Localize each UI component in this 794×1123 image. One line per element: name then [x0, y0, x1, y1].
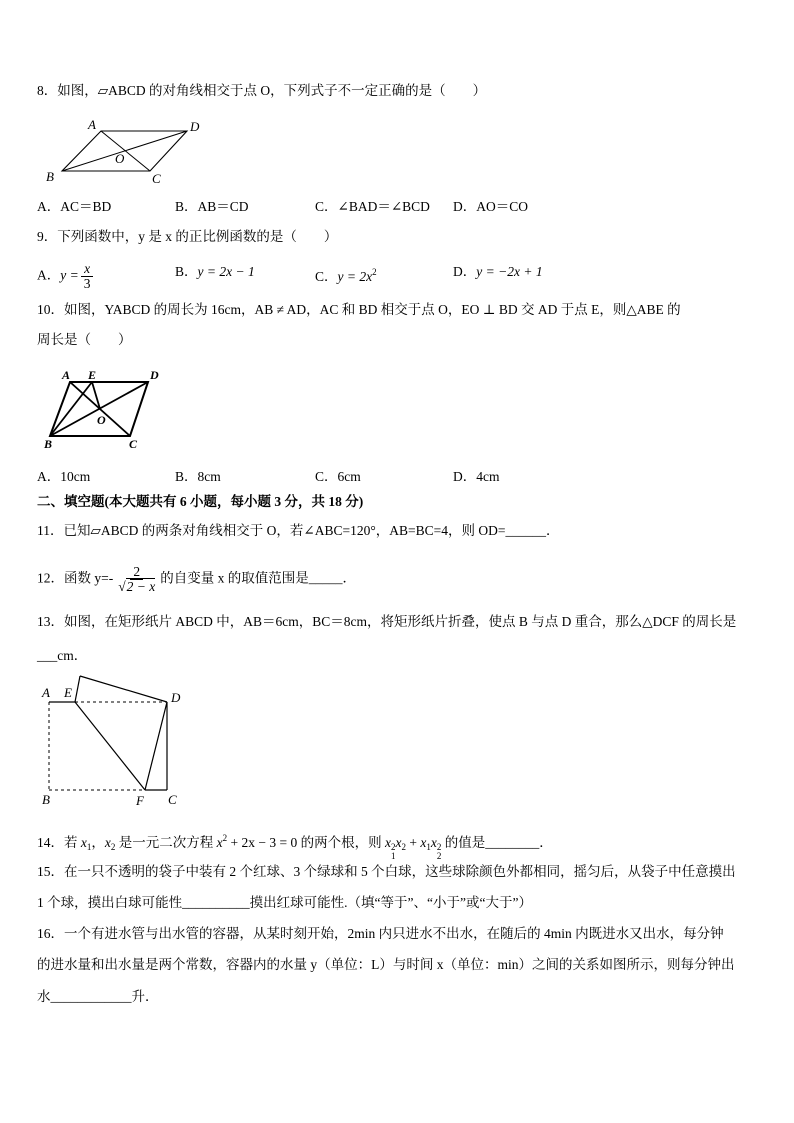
q10-option-b: B．8cm: [175, 469, 221, 484]
radicand: 2 − x: [126, 579, 156, 594]
q12-stem: [37, 565, 356, 594]
denominator: 3: [83, 276, 91, 291]
subscript: 2: [401, 842, 406, 852]
folded-edge-d: [80, 676, 167, 702]
q8-figure-parallelogram: [40, 112, 215, 188]
center-label-o: O: [97, 413, 106, 427]
q9-stem: 9．下列函数中，y 是 x 的正比例函数的是（ ）: [37, 229, 338, 244]
q14-text: ，: [91, 835, 105, 850]
vertex-label-b: B: [44, 437, 53, 451]
q14-text: 14．若: [37, 835, 81, 850]
fraction: [81, 262, 94, 291]
vertex-label-a: A: [88, 117, 96, 132]
variable: x: [430, 835, 437, 850]
variable: x: [104, 835, 111, 850]
q15-stem-line2: 1 个球，摸出白球可能性__________摸出红球可能性.（填“等于”、“小于”或“大于”）: [37, 895, 532, 910]
superscript: 2: [390, 842, 396, 852]
option-expression: y = 2x − 1: [197, 264, 255, 279]
subscript: 1: [390, 851, 396, 861]
fold-line-ef: [75, 702, 145, 790]
q10-option-c: C．6cm: [315, 469, 361, 484]
option-lhs: y =: [60, 267, 79, 283]
segment-df: [145, 702, 167, 790]
q10-stem-line1: 10．如图，YABCD 的周长为 16cm，AB ≠ AD，AC 和 BD 相交于点 O，EO ⊥ BD 交 AD 于点 E，则△ABE 的: [37, 302, 681, 317]
vertex-label-d: D: [150, 368, 159, 382]
sqrt-sign: √: [118, 579, 126, 594]
superscript: 2: [222, 833, 228, 843]
vertex-label-c: C: [168, 792, 177, 807]
vertex-label-c: C: [152, 171, 161, 186]
option-letter: A．: [37, 267, 61, 283]
superscript: 2: [436, 842, 442, 852]
q8-option-b: B．AB＝CD: [175, 199, 249, 214]
numerator: x: [81, 262, 93, 277]
q14-text: 是一元二次方程: [115, 835, 217, 850]
q10-stem-line2: 周长是（ ）: [37, 332, 132, 347]
q13-figure-folded-rectangle: [38, 670, 188, 810]
q9-option-c: [315, 262, 377, 287]
point-label-e: E: [88, 368, 97, 382]
q16-stem-line2: 的进水量和出水量是两个常数，容器内的水量 y（单位：L）与时间 x（单位：min）之间的关系如图所示，则每分钟出: [37, 957, 735, 972]
subscript: 1: [86, 842, 92, 852]
vertex-label-b: B: [42, 792, 50, 807]
option-expression: y = −2x + 1: [476, 264, 543, 279]
vertex-label-a: A: [42, 685, 50, 700]
q10-figure-parallelogram: [40, 364, 170, 454]
vertex-label-d: D: [171, 690, 181, 705]
q9-option-b: [175, 262, 255, 282]
segment-be: [50, 382, 92, 436]
variable: x: [216, 835, 223, 850]
variable: x: [420, 835, 427, 850]
point-label-e: E: [64, 685, 72, 700]
q13-stem-line1: 13．如图，在矩形纸片 ABCD 中，AB＝6cm，BC＝8cm，将矩形纸片折叠，使点 B 与点 D 重合，那么△DCF 的周长是: [37, 614, 737, 629]
center-label-o: O: [115, 151, 125, 166]
q8-option-c: C．∠BAD＝∠BCD: [315, 199, 430, 214]
subscript: 2: [436, 851, 442, 861]
q12-suffix: 的自变量 x 的取值范围是_____．: [160, 570, 357, 586]
subscript: 1: [426, 842, 431, 852]
section-header-fill-in: 二、填空题(本大题共有 6 小题，每小题 3 分，共 18 分): [37, 494, 364, 509]
option-letter: C．: [315, 269, 338, 284]
variable: x: [395, 835, 402, 850]
q15-stem-line1: 15．在一只不透明的袋子中装有 2 个红球、3 个绿球和 5 个白球，这些球除颜色外都相同，摇匀后，从袋子中任意摸出: [37, 864, 736, 879]
q16-stem-line3: 水____________升．: [37, 989, 159, 1004]
superscript: 2: [372, 267, 377, 277]
variable: x: [384, 835, 391, 850]
q10-option-d: D．4cm: [453, 469, 500, 484]
q14-stem: [37, 828, 553, 861]
q8-option-a: A．AC＝BD: [37, 199, 112, 214]
numerator: 2: [130, 565, 143, 580]
denominator: [115, 580, 158, 594]
variable: x: [80, 835, 87, 850]
option-letter: D．: [453, 264, 477, 279]
subscript: 2: [110, 842, 116, 852]
q12-prefix: 12．函数 y=-: [37, 570, 114, 586]
q16-stem-line1: 16．一个有进水管与出水管的容器，从某时刻开始，2min 内只进水不出水，在随后的 4min 内既进水又出水，每分钟: [37, 926, 724, 941]
folded-edge-e: [75, 676, 80, 702]
option-letter: B．: [175, 264, 198, 279]
vertex-label-d: D: [190, 119, 200, 134]
q8-option-d: D．AO＝CO: [453, 199, 529, 214]
q10-option-a: A．10cm: [37, 469, 91, 484]
q9-option-d: [453, 262, 543, 282]
q11-stem: 11．已知▱ABCD 的两条对角线相交于 O，若∠ABC=120°，AB=BC=4，则 OD=______．: [37, 523, 560, 538]
q8-stem: 8．如图，▱ABCD 的对角线相交于点 O，下列式子不一定正确的是（ ）: [37, 83, 487, 98]
vertex-label-c: C: [129, 437, 138, 451]
vertex-label-b: B: [46, 169, 54, 184]
point-label-f: F: [136, 793, 144, 808]
q14-text: 的值是________．: [441, 835, 553, 850]
option-expression: y = 2x: [337, 269, 373, 284]
fraction: [115, 565, 158, 594]
q13-stem-line2: ___cm．: [37, 648, 88, 663]
vertex-label-a: A: [62, 368, 71, 382]
q14-text: +: [405, 835, 421, 850]
q9-option-a: [37, 262, 95, 291]
q14-text: + 2x − 3 = 0 的两个根，则: [227, 835, 385, 850]
